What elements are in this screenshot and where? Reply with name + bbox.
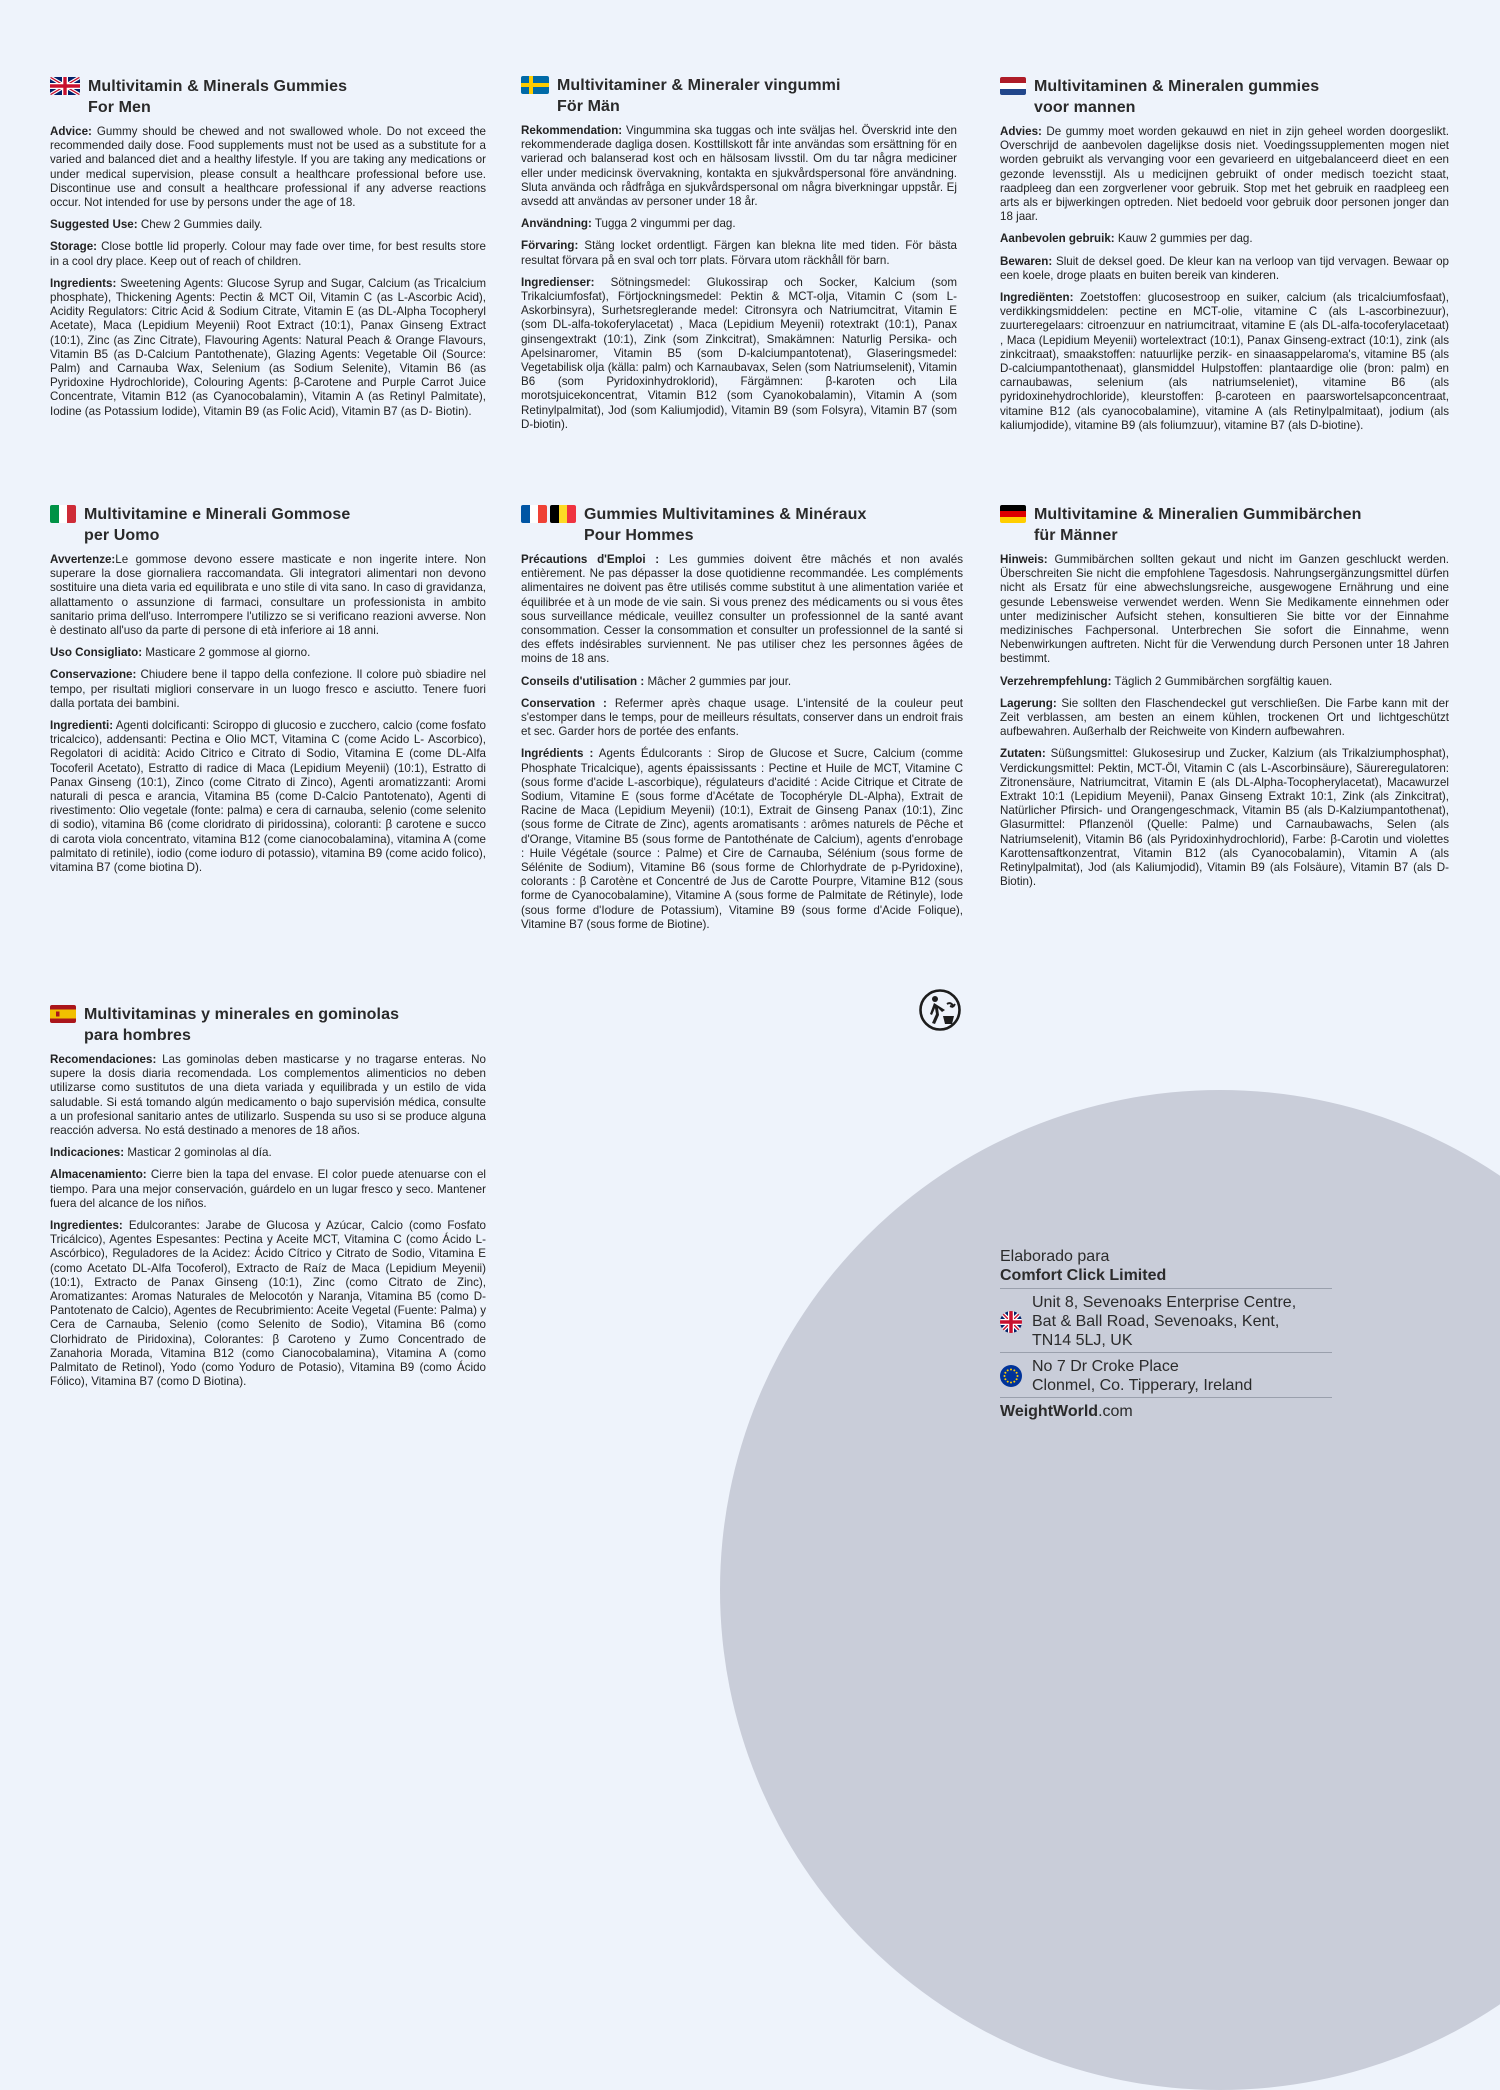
advice-paragraph	[50, 1053, 486, 1138]
brand-name: WeightWorld	[1000, 1403, 1099, 1420]
advice-paragraph	[521, 553, 963, 667]
storage-text: Sie sollten den Flaschendeckel gut verschließen. Die Farbe kann mit der Zeit verblassen, am besten an einem kühlen, trockenen Ort und lichtgeschützt aufbewahren. Außerhalb der Reichweite von Kindern aufbewahren.	[1000, 696, 1449, 739]
advice-label: Advice:	[50, 125, 92, 138]
section-header	[1000, 76, 1449, 118]
address-line: Bat & Ball Road, Sevenoaks, Kent,	[1032, 1313, 1280, 1330]
ingredients-paragraph	[521, 276, 957, 432]
section-header	[1000, 504, 1449, 546]
advice-label: Précautions d'Emploi :	[521, 553, 660, 566]
storage-paragraph	[1000, 255, 1449, 283]
section-nl	[1000, 76, 1449, 441]
storage-text: Cierre bien la tapa del envase. El color puede atenuarse con el tiempo. Para una mejor conservación, guárdelo en un lugar fresco y seco. Mantener fuera del alcance de los niños.	[50, 1168, 486, 1210]
advice-text: De gummy moet worden gekauwd en niet in zijn geheel worden doorgeslikt. Overschrijd de aanbevolen dagelijkse dosis niet. Voedingssupplementen mogen niet worden gebruikt als vervanging voor een gevarieerd en uitgebalanceerd dieet en een gezonde levensstijl. Als u medicijnen gebruikt of onder medisch toezicht staat, raadpleeg dan een zorgverlener voor gebruik. Stop met het gebruik en raadpleeg een arts als er bijwerkingen optreden. Niet bedoeld voor gebruik door personen jonger dan 18 jaar.	[1000, 125, 1449, 224]
ingredients-text: Zoetstoffen: glucosestroop en suiker, calcium (als tricalciumfosfaat), verdikkingsmiddelen: pectine en MCT-olie, vitamine C (als L-ascorbinezuur), zuurteregelaars: citroenzuur en natriumcitraat, vitamine E (als DL-alfa-tocoferylacetaat) , Maca (Lepidium Meyenii) wortelextract (10:1), Panax Ginseng-extract (10:1), zink (als zinkcitraat), smaakstoffen: natuurlijke perzik- en sinaasappelaroma's, vitamine B5 (als D-calciumpantothenaat), glansmiddel Hulpstoffen: plantaardige olie (bron: palm) en carnaubawas, selenium (als natriumseleniet), vitamine B6 (als pyridoxinehydrochloride), kleurstoffen: β-caroteen en paarswortelsapconcentraat, vitamine B12 (als cyanocobalamine), vitamine A (als Retinylpalmitaat), jodium (als kaliumjodide), vitamine B9 (als foliumzuur), vitamine B7 (als D-biotine).	[1000, 291, 1449, 432]
use-paragraph	[50, 1146, 486, 1160]
address-line: TN14 5LJ, UK	[1032, 1332, 1133, 1349]
advice-paragraph	[1000, 553, 1449, 667]
use-text: Chew 2 Gummies daily.	[137, 218, 263, 232]
germany-flag-icon	[1000, 505, 1026, 523]
address-line: No 7 Dr Croke Place	[1032, 1358, 1179, 1375]
advice-text: Vingummina ska tuggas och inte sväljas hel. Överskrid inte den rekommenderade dagliga dosen. Kosttillskott får inte användas som ersättning för en varierad och balanserad kost och en hälsosam livsstil. Om du tar några mediciner eller under medicinsk övervakning, kontakta en sjukvårdspersonal före användning. Sluta använda och rådfråga en sjukvårdspersonal om några biverkningar uppstår. Ej avsedd att användas av personer under 18 år.	[521, 124, 957, 209]
section-title: Multivitamine & Mineralien Gummibärchen	[1034, 506, 1362, 523]
storage-text: Chiudere bene il tappo della confezione. Il colore può sbiadire nel tempo, per risultati migliori conservare in un luogo fresco e asciutto. Tenere fuori dalla portata dei bambini.	[50, 668, 486, 710]
netherlands-flag-icon	[1000, 77, 1026, 95]
advice-paragraph	[50, 125, 486, 210]
use-label: Aanbevolen gebruik:	[1000, 232, 1115, 246]
belgium-flag-icon	[550, 505, 576, 523]
use-paragraph	[1000, 675, 1449, 689]
storage-label: Almacenamiento:	[50, 1168, 147, 1182]
ingredients-label: Ingrediënten:	[1000, 291, 1074, 305]
section-es	[50, 1004, 486, 1397]
footer	[1000, 1247, 1332, 1421]
storage-paragraph	[521, 697, 963, 740]
address-line: Unit 8, Sevenoaks Enterprise Centre,	[1032, 1294, 1297, 1311]
ingredients-text: Agenti dolcificanti: Sciroppo di glucosio e zucchero, calcio (come fosfato tricalcico), addensanti: Pectina e Olio MCT, Vitamina C (come Acido L- Ascorbico), Regolatori di acidità: Acido Citrico e Citrato di Sodio, Vitamina E (come DL-Alfa Tocoferil Acetato), Estratto di radice di Maca (Lepidium Meyenii) (10:1), Estratto di Panax Ginseng (10:1), Zinco (come Citrato di Zinco), Agenti aromatizzanti: Aromi naturali di pesca e arancia, Vitamina B5 (come D-Calcio Pantotenato), Agenti di rivestimento: Olio vegetale (fonte: palma) e cera di carnauba, selenio (come selenito di sodio), vitamina B6 (come cloridrato di piridossina), coloranti: β carotene e succo di carota viola concentrato, vitamina B12 (come cianocobalamina), vitamina A (come palmitato di retinile), iodio (come ioduro di potassio), vitamina B9 (come acido folico), vitamina B7 (come biotina D).	[50, 719, 486, 875]
ingredients-label: Ingrédients :	[521, 747, 594, 761]
storage-paragraph	[50, 240, 486, 268]
ingredients-paragraph	[50, 1219, 486, 1389]
use-label: Användning:	[521, 217, 592, 231]
use-paragraph	[1000, 232, 1449, 246]
ingredients-paragraph	[50, 719, 486, 875]
made-for-label: Elaborado para	[1000, 1248, 1110, 1265]
ingredients-label: Ingredients:	[50, 276, 117, 290]
use-text: Kauw 2 gummies per dag.	[1114, 232, 1253, 246]
ingredients-text: Süßungsmittel: Glukosesirup und Zucker, Kalzium (als Trikalziumphosphat), Verdickungsmittel: Pektin, MCT-Öl, Vitamin C (als L-Ascorbinsäure), Säureregulatoren: Zitronensäure, Natriumcitrat, Vitamin E (als DL-Alpha-Tocopherylacetat), Macawurzel Extrakt 10:1 (Lepidium Meyenii), Panax Ginseng Extrakt 10:1, Zink (als Zinkcitrat), Natürlicher Pfirsich- und Orangengeschmack, Vitamin B5 (als D-Kalziumpantothenat), Glasurmittel: Pflanzenöl (Quelle: Palme) und Carnaubawachs, Selen (als Natriumselenit), Vitamin B6 (als Pyridoxinhydrochlorid), Farbe: β-Carotin und violettes Karottensaftkonzentrat, Vitamin B12 (als Cyanocobalamin), Vitamin A (als Retinylpalmitat), Jod (als Kaliumjodid), Vitamin B9 (als Folsäure), Vitamin B7 (als D-Biotin).	[1000, 747, 1449, 889]
section-subtitle: För Män	[557, 98, 620, 115]
storage-label: Förvaring:	[521, 239, 579, 253]
advice-text: Le gommose devono essere masticate e non ingerite intere. Non superare la dose giornaliera raccomandata. Gli integratori alimentari non devono sostituire una dieta varia ed equilibrata e uno stile di vita sano. In caso di gravidanza, allattamento o assunzione di farmaci, consultare un professionista in ambito sanitario prima dell'uso. Interrompere l'utilizzo se si verificano reazioni avverse. Non è destinato all'uso da parte di persone di età inferiore ai 18 anni.	[50, 553, 486, 638]
uk-flag-icon	[1000, 1311, 1022, 1333]
storage-paragraph	[1000, 697, 1449, 740]
section-header	[50, 504, 486, 546]
section-subtitle: For Men	[88, 99, 151, 116]
section-title: Gummies Multivitamines & Minéraux	[584, 506, 867, 523]
storage-label: Conservation :	[521, 696, 607, 710]
ingredients-text: Sweetening Agents: Glucose Syrup and Sugar, Calcium (as Tricalcium phosphate), Thickening Agents: Pectin & MCT Oil, Vitamin C (as L-Ascorbic Acid), Acidity Regulators: Citric Acid & Sodium Citrate, Vitamin E (as DL-Alpha Tocopheryl Acetate), Maca (Lepidium Meyenii) Root Extract (10:1), Panax Ginseng Extract (10:1), Zinc (as Zinc Citrate), Flavouring Agents: Natural Peach & Orange Flavours, Vitamin B5 (as D-Calcium Pantothenate), Glazing Agents: Vegetable Oil (Source: Palm) and Carnauba Wax, Selenium (as Sodium Selenite), Vitamin B6 (as Pyridoxine Hydrochloride), Colouring Agents: β-Carotene and Purple Carrot Juice Concentrate, Vitamin B12 (as Cyanocobalamin), Vitamin A (as Retinyl Palmitate), Iodine (as Potassium Iodide), Vitamin B9 (as Folic Acid), Vitamin B7 (as D- Biotin).	[50, 276, 486, 418]
ingredients-paragraph	[1000, 747, 1449, 889]
brand-domain: .com	[1098, 1403, 1133, 1420]
advice-paragraph	[1000, 125, 1449, 224]
spain-flag-icon	[50, 1005, 76, 1023]
use-paragraph	[521, 217, 957, 231]
ingredients-paragraph	[521, 747, 963, 932]
storage-label: Lagerung:	[1000, 696, 1057, 710]
section-title: Multivitaminen & Mineralen gummies	[1034, 78, 1320, 95]
advice-label: Hinweis:	[1000, 553, 1048, 566]
use-label: Verzehrempfehlung:	[1000, 674, 1112, 688]
section-subtitle: für Männer	[1034, 527, 1118, 544]
use-label: Uso Consigliato:	[50, 646, 143, 660]
address-line: Clonmel, Co. Tipperary, Ireland	[1032, 1377, 1253, 1394]
use-paragraph	[50, 646, 486, 660]
storage-label: Bewaren:	[1000, 254, 1053, 268]
ingredients-text: Edulcorantes: Jarabe de Glucosa y Azúcar, Calcio (como Fosfato Tricálcico), Agentes Espesantes: Pectina y Aceite MCT, Vitamina C (como Ácido L-Ascórbico), Reguladores de la Acidez: Ácido Cítrico y Citrato de Sodio, Vitamina E (como Acetato DL-Alfa Tocoferol), Extracto de Raíz de Maca (Lepidium Meyenii) (10:1), Extracto de Panax Ginseng (10:1), Zinc (como Citrato de Zinc), Aromatizantes: Aromas Naturales de Melocotón y Naranja, Vitamina B5 (como D-Pantotenato de Calcio), Agentes de Recubrimiento: Aceite Vegetal (Fuente: Palma) y Cera de Carnauba, Selenio (como Selenito de Sodio), Vitamina B6 (como Clorhidrato de Piridoxina), Colorantes: β Caroteno y Zumo Concentrado de Zanahoria Morada, Vitamina B12 (como Cianocobalamina), Vitamina A (como Palmitato de Retinol), Yodo (como Yoduro de Potasio), Vitamina B9 (como Ácido Fólico), Vitamina B7 (como D Biotina).	[50, 1219, 486, 1389]
italy-flag-icon	[50, 505, 76, 523]
storage-text: Sluit de deksel goed. De kleur kan na verloop van tijd vervagen. Bewaar op een koele, droge plaats en buiten bereik van kinderen.	[1000, 254, 1449, 282]
brand-logo	[1000, 1397, 1332, 1421]
sweden-flag-icon	[521, 76, 549, 94]
section-title: Multivitaminer & Mineraler vingummi	[557, 77, 841, 94]
ingredients-label: Ingredienti:	[50, 719, 114, 733]
use-text: Täglich 2 Gummibärchen sorgfältig kauen.	[1111, 674, 1333, 688]
advice-text: Gummy should be chewed and not swallowed whole. Do not exceed the recommended daily dose. Food supplements must not be used as a substitute for a varied and balanced diet and a healthy lifestyle. If you are taking any medications or under medical supervision, please consult a healthcare professional before use. Discontinue use and consult a healthcare professional if any adverse reactions occur. Not intended for use by persons under the age of 18.	[50, 125, 486, 210]
ingredients-label: Zutaten:	[1000, 747, 1046, 761]
advice-label: Rekommendation:	[521, 124, 623, 137]
storage-text: Stäng locket ordentligt. Färgen kan blekna lite med tiden. För bästa resultat förvara på en sval och torr plats. Förvara utom räckhåll för barn.	[521, 239, 957, 267]
france-flag-icon	[521, 505, 547, 523]
ingredients-paragraph	[1000, 291, 1449, 433]
section-header	[50, 1004, 486, 1046]
use-text: Tugga 2 vingummi per dag.	[591, 217, 736, 231]
use-text: Masticare 2 gommose al giorno.	[142, 646, 311, 660]
section-title: Multivitamine e Minerali Gommose	[84, 506, 351, 523]
storage-paragraph	[521, 239, 957, 267]
ingredients-label: Ingredienser:	[521, 275, 595, 289]
use-label: Conseils d'utilisation :	[521, 674, 645, 688]
background-circle	[720, 1090, 1500, 2090]
section-header	[521, 504, 963, 546]
advice-text: Gummibärchen sollten gekaut und nicht im Ganzen geschluckt werden. Überschreiten Sie nicht die empfohlene Tagesdosis. Nahrungsergänzungsmittel dürfen nicht als Ersatz für eine abwechslungsreiche, ausgewogene Ernährung und eine gesunde Lebensweise verwendet werden. Wenn Sie Medikamente einnehmen oder unter medizinischer Aufsicht stehen, konsultieren Sie bitte vor der Einnahme medizinisches Fachpersonal. Unterbrechen Sie sofort die Einnahme, wenn Nebenwirkungen auftreten. Nicht für die Verwendung durch Personen unter 18 Jahren bestimmt.	[1000, 553, 1449, 666]
section-de	[1000, 504, 1449, 897]
section-title: Multivitaminas y minerales en gominolas	[84, 1006, 400, 1023]
section-it	[50, 504, 486, 883]
uk-address	[1000, 1288, 1332, 1352]
advice-label: Avvertenze:	[50, 553, 116, 566]
storage-paragraph	[50, 1168, 486, 1211]
storage-paragraph	[50, 668, 486, 711]
ingredients-label: Ingredientes:	[50, 1219, 123, 1233]
storage-label: Conservazione:	[50, 668, 137, 682]
advice-label: Advies:	[1000, 125, 1042, 138]
eu-flag-icon	[1000, 1365, 1022, 1387]
use-text: Mâcher 2 gummies par jour.	[644, 674, 792, 688]
section-sv	[521, 75, 957, 440]
section-fr	[521, 504, 963, 940]
ingredients-text: Sötningsmedel: Glukossirap och Socker, Kalcium (som Trikalciumfosfat), Förtjockningsmedel: Pektin & MCT-olja, Vitamin C (som L-Askorbinsyra), Surhetsreglerande medel: Citronsyra och Natriumcitrat, Vitamin E (som DL-alfa-tokoferylacetat) , Maca (Lepidium Meyenii) rotextrakt (10:1), Panax ginsengextrakt (10:1), Zink (som Zinkcitrat), Smakämnen: Naturlig Persika- och Apelsinaromer, Vitamin B5 (som D-kalciumpantotenat), Glaseringsmedel: Vegetabilisk olja (källa: palm) och Karnaubavax, Selen (som Natriumselenit), Vitamin B6 (som Pyridoxinhydroklorid), Färgämnen: β-karoten och Lila morotsjuicekoncentrat, Vitamin B12 (som Cyanokobalamin), Vitamin A (som Retinylpalmitat), Jod (som Kaliumjodid), Vitamin B9 (som Folsyra), Vitamin B7 (som D-biotin).	[521, 275, 957, 431]
advice-paragraph	[50, 553, 486, 638]
advice-paragraph	[521, 124, 957, 209]
section-header	[50, 76, 486, 118]
use-paragraph	[521, 675, 963, 689]
company-name: Comfort Click Limited	[1000, 1267, 1167, 1284]
use-label: Indicaciones:	[50, 1146, 125, 1160]
section-header	[521, 75, 957, 117]
section-subtitle: para hombres	[84, 1027, 192, 1044]
tidyman-recycle-icon	[918, 988, 962, 1037]
section-title: Multivitamin & Minerals Gummies	[88, 78, 348, 95]
use-text: Masticar 2 gominolas al día.	[124, 1146, 272, 1160]
section-en	[50, 76, 486, 427]
advice-text: Les gummies doivent être mâchés et non avalés entièrement. Ne pas dépasser la dose quotidienne recommandée. Les compléments alimentaires ne doivent pas être utilisés comme substitut à une alimentation variée et équilibrée et à un mode de vie sain. Si vous prenez des médicaments ou si vous êtes sous surveillance médicale, veuillez consulter un professionnel de la santé avant consommation. Cesser la consommation et consulter un professionnel de la santé si des effets indésirables surviennent. Ne pas utiliser chez les personnes âgées de moins de 18 ans.	[521, 553, 964, 666]
ingredients-paragraph	[50, 277, 486, 419]
uk-flag-icon	[50, 77, 80, 95]
ingredients-text: Agents Édulcorants : Sirop de Glucose et Sucre, Calcium (comme Phosphate Tricalcique), agents épaississants : Pectine et Huile de MCT, Vitamine C (sous forme d'acide L-ascorbique), régulateurs d'acidité : Acide Citrique et Citrate de Sodium, Vitamine E (sous forme d'Acétate de Tocophéryle DL-Alpha), Extrait de Racine de Maca (Lepidium Meyenii) (10:1), Extrait de Ginseng Panax (10:1), Zinc (sous forme de Citrate de Zinc), agents aromatisants : arômes naturels de Pêche et d'Orange, Vitamine B5 (sous forme de Pantothénate de Calcium), agents d'enrobage : Huile Végétale (source : Palme) et Cire de Carnauba, Sélénium (sous forme de Sélénite de Sodium), Vitamine B6 (sous forme de Chlorhydrate de p-Pyridoxine), colorants : β Carotène et Concentré de Jus de Carotte Pourpre, Vitamine B12 (sous forme de Cyanocobalamine), Vitamine A (sous forme de Palmitate de Rétinyle), Iode (sous forme d'Iodure de Potassium), Vitamine B9 (sous forme d'Acide Folique), Vitamine B7 (sous forme de Biotine).	[521, 747, 963, 931]
advice-text: Las gominolas deben masticarse y no tragarse enteras. No supere la dosis diaria recomendada. Los complementos alimenticios no deben utilizarse como sustitutos de una dieta variada y equilibrada y un estilo de vida saludable. Si está tomando algún medicamento o bajo supervisión médica, consulte a un profesional sanitario antes de utilizarlo. Suspenda su uso si se produce alguna reacción adversa. No está destinado a menores de 18 años.	[50, 1053, 486, 1138]
use-paragraph	[50, 218, 486, 232]
eu-address	[1000, 1352, 1332, 1397]
section-subtitle: per Uomo	[84, 527, 160, 544]
section-subtitle: voor mannen	[1034, 99, 1136, 116]
storage-label: Storage:	[50, 240, 98, 254]
storage-text: Refermer après chaque usage. L'intensité de la couleur peut s'estomper dans le temps, pour de meilleurs résultats, conserver dans un endroit frais et sec. Garder hors de portée des enfants.	[521, 696, 963, 739]
storage-text: Close bottle lid properly. Colour may fade over time, for best results store in a cool dry place. Keep out of reach of children.	[50, 240, 486, 268]
advice-label: Recomendaciones:	[50, 1053, 157, 1066]
use-label: Suggested Use:	[50, 218, 138, 232]
section-subtitle: Pour Hommes	[584, 527, 694, 544]
